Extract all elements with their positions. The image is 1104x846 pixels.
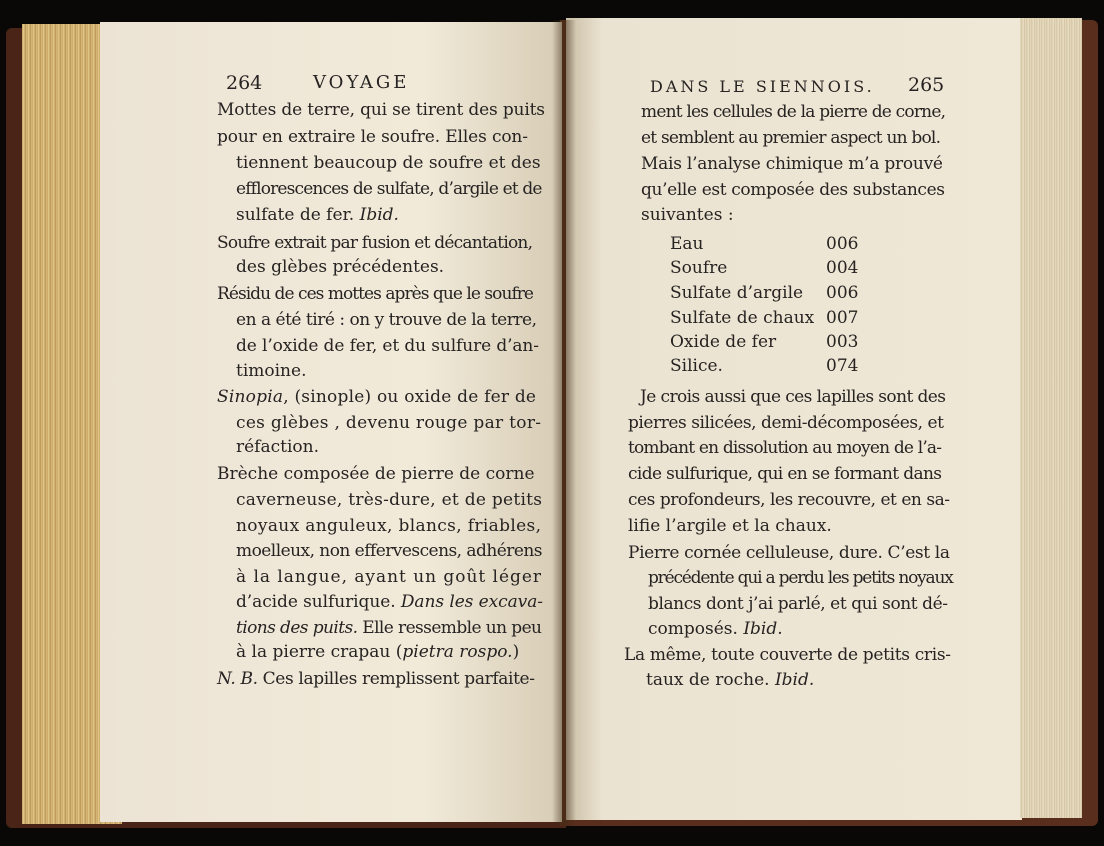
text-line (628, 437, 941, 459)
text-run: Je crois aussi que ces lapilles sont des (640, 387, 946, 407)
text-line (236, 360, 306, 382)
text-line (217, 283, 533, 305)
text-line (628, 412, 944, 434)
left-page-number: 264 (226, 72, 263, 94)
text-line (236, 309, 537, 331)
text-run: pierres silicées, demi-décomposées, et (628, 413, 944, 433)
text-run: composés. (648, 619, 744, 639)
text-line (641, 153, 943, 175)
text-run: ) (512, 642, 520, 662)
text-line (648, 618, 783, 640)
composition-amount: 074 (826, 356, 859, 376)
text-run: Résidu de ces mottes après que le soufre (217, 284, 534, 304)
text-run: taux de roche. (646, 670, 775, 690)
text-run: timoine. (236, 361, 307, 381)
composition-amount: 007 (826, 308, 859, 328)
composition-amount: 006 (826, 283, 859, 303)
text-line (628, 515, 832, 537)
text-run: réfaction. (236, 437, 319, 457)
composition-amount: 004 (826, 258, 859, 278)
text-line (217, 386, 536, 408)
composition-amount: 003 (826, 332, 859, 352)
text-run: caverneuse, très-dure, et de petits (236, 490, 543, 510)
text-line (236, 436, 319, 458)
text-run: précédente qui a perdu les petits noyaux (648, 568, 953, 588)
text-line (640, 386, 945, 408)
text-line (641, 101, 945, 123)
text-run: efflorescences de sulfate, d’argile et de (236, 179, 542, 199)
text-line (236, 152, 541, 174)
italic-text: Ibid. (359, 205, 399, 225)
text-run: lifie l’argile et la chaux. (628, 516, 832, 536)
text-run: cide sulfurique, qui en se formant dans (628, 464, 942, 484)
text-line (236, 335, 539, 357)
book-gutter (552, 20, 576, 826)
text-line (236, 540, 542, 562)
text-line (236, 515, 541, 537)
composition-amount: 006 (826, 234, 859, 254)
text-run: sulfate de fer. (236, 205, 360, 225)
text-run: Mottes de terre, qui se tirent des puits (217, 100, 545, 120)
text-line (217, 99, 545, 121)
text-line (628, 489, 950, 511)
composition-substance: Silice. (670, 356, 723, 376)
italic-text: Ibid. (743, 619, 783, 639)
text-run: pour en extraire le soufre. Elles con- (217, 127, 528, 147)
text-run: de l’oxide de fer, et du sulfure d’an- (236, 336, 539, 356)
text-run: qu’elle est composée des substances (641, 180, 945, 200)
text-run: La même, toute couverte de petits cris- (624, 645, 951, 665)
text-run: ces glèbes , devenu rouge par tor- (236, 413, 542, 433)
italic-text: N. B. (217, 669, 258, 689)
text-run: et semblent au premier aspect un bol. (641, 128, 941, 148)
text-line (217, 463, 535, 485)
text-run: Ces lapilles remplissent parfaite- (257, 669, 535, 689)
text-run: Elle ressemble un peu (357, 618, 542, 638)
text-run: tombant en dissolution au moyen de l’a- (628, 438, 942, 458)
text-line (648, 593, 948, 615)
text-run: Mais l’analyse chimique m’a prouvé (641, 154, 943, 174)
page-edges-right (1020, 18, 1082, 818)
text-line (236, 617, 541, 639)
text-line (217, 126, 528, 148)
text-run: , (sinople) ou oxide de fer de (283, 387, 537, 407)
text-line (236, 489, 542, 511)
text-run: à la pierre crapau ( (236, 642, 403, 662)
right-page-number: 265 (908, 74, 945, 96)
left-running-head: VOYAGE (313, 72, 410, 93)
text-run: blancs dont j’ai parlé, et qui sont dé- (648, 594, 948, 614)
text-run: noyaux anguleux, blancs, friables, (236, 516, 542, 536)
text-line (217, 668, 535, 690)
italic-text: Dans les excava- (400, 592, 543, 612)
text-run: d’acide sulfurique. (236, 592, 401, 612)
italic-text: tions des puits. (236, 618, 358, 638)
text-line (641, 179, 945, 201)
text-run: moelleux, non effervescens, adhérens (236, 541, 542, 561)
text-line (236, 641, 519, 663)
text-line (646, 669, 814, 691)
text-line (236, 591, 543, 613)
text-line (641, 204, 734, 226)
composition-substance: Oxide de fer (670, 332, 777, 352)
text-run: en a été tiré : on y trouve de la terre, (236, 310, 537, 330)
composition-substance: Sulfate de chaux (670, 308, 815, 328)
text-run: ces profondeurs, les recouvre, et en sa- (628, 490, 950, 510)
text-line (236, 566, 542, 588)
text-line (236, 178, 542, 200)
text-line (641, 127, 940, 149)
text-run: suivantes : (641, 205, 734, 225)
text-run: Brèche composée de pierre de corne (217, 464, 535, 484)
composition-substance: Sulfate d’argile (670, 283, 804, 303)
composition-substance: Eau (670, 234, 704, 254)
text-run: tiennent beaucoup de soufre et des (236, 153, 541, 173)
italic-text: Ibid. (774, 670, 815, 690)
right-running-head: DANS LE SIENNOIS. (650, 77, 875, 96)
text-line (236, 412, 541, 434)
italic-text: Sinopia (217, 387, 284, 407)
text-run: Pierre cornée celluleuse, dure. C’est la (628, 543, 950, 563)
text-line (236, 256, 444, 278)
italic-text: pietra rospo. (402, 642, 513, 662)
text-line (648, 567, 953, 589)
text-line (624, 644, 951, 666)
text-line (628, 542, 950, 564)
text-line (236, 204, 399, 226)
text-run: des glèbes précédentes. (236, 257, 445, 277)
text-run: ment les cellules de la pierre de corne, (641, 102, 946, 122)
text-run: à la langue, ayant un goût léger (236, 567, 542, 587)
text-run: Soufre extrait par fusion et décantation, (217, 233, 533, 253)
text-line (217, 232, 532, 254)
text-line (628, 463, 941, 485)
composition-substance: Soufre (670, 258, 728, 278)
